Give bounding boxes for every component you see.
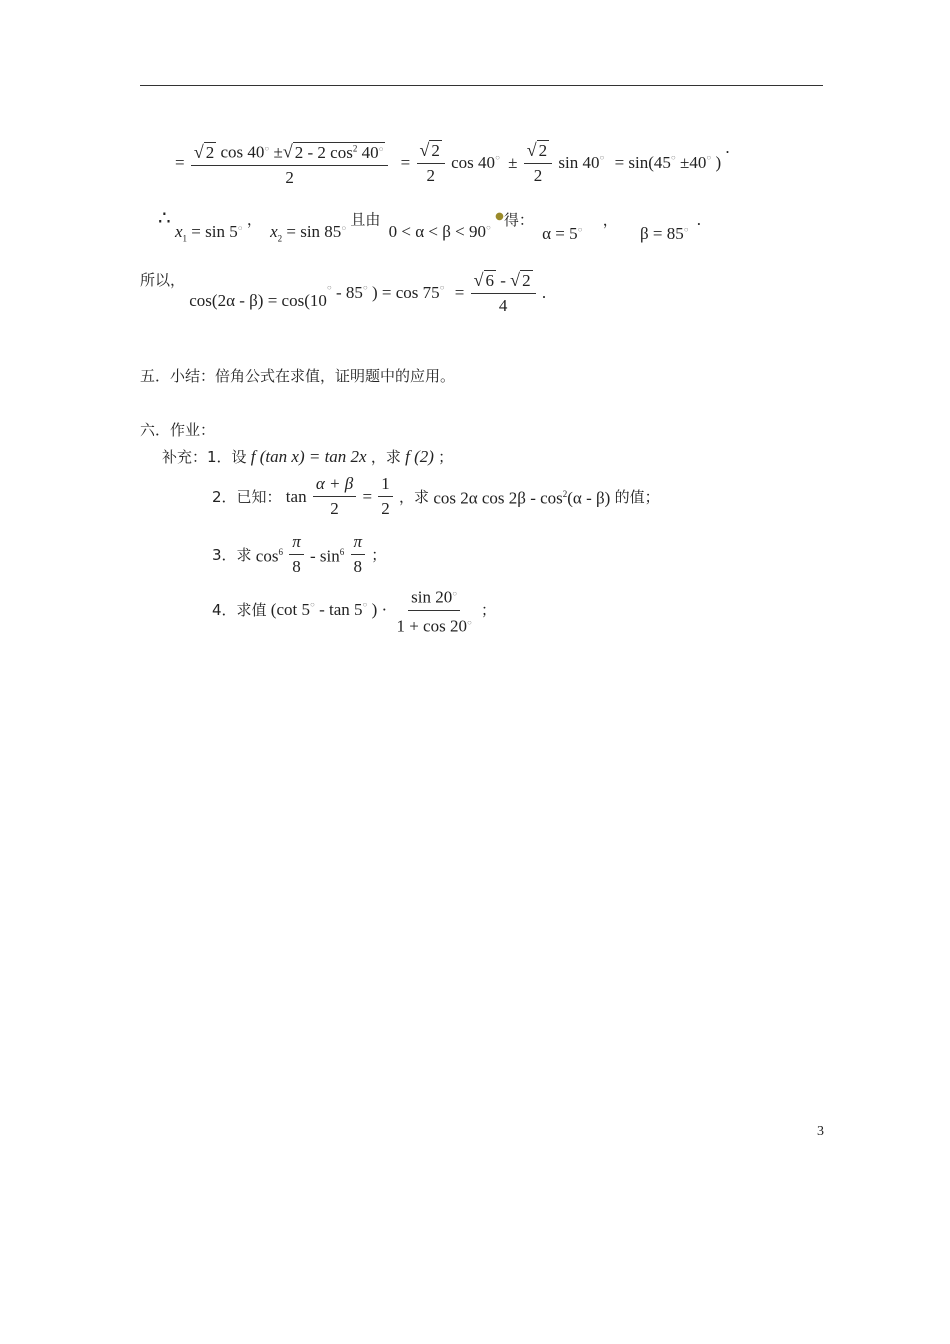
fraction-alpha-beta: $\frac{\alpha + \beta}{2}$ — [313, 474, 356, 519]
fraction-2: $\frac{√ 2}{2}$ — [417, 140, 445, 186]
equals-sign: = — [175, 152, 185, 172]
sqrt-2: √ 2 — [193, 141, 215, 162]
fraction-result: $\frac{√ 6 - √ 2}{4}$ — [471, 270, 536, 316]
homework-item-1: 补充：1．设 f (tan x) = tan 2x ，求 f (2) ； — [162, 447, 454, 466]
equation-line-2: ∴ $x_1 = \sin 5^○$ ， $x_2 = \sin 85^○$ 且由 0 < α < β < 90○ ●得： α = 5○ ， β = 85○ . — [158, 207, 702, 244]
fraction-1-numerator: √ 2 cos 40○ ±√ 2 - 2 $\cos^2 40^○$ — [191, 138, 389, 166]
homework-item-2: 2．已知： tan $\frac{\alpha + \beta}{2}$ = $\frac{1}{2}$ ，求 cos 2α $\cos 2\beta - \cos^2(\alpha - \beta)$ 的值； — [212, 474, 660, 518]
fraction-half: $\frac{1}{2}$ — [378, 474, 393, 519]
section-5-summary: 五．小结：倍角公式在求值，证明题中的应用。 — [140, 367, 456, 385]
header-rule — [140, 85, 823, 86]
fraction-3: $\frac{√ 2}{2}$ — [524, 140, 552, 186]
section-6-homework: 六．作业： — [140, 421, 216, 439]
sqrt-expr: √ 2 - 2 $\cos^2 40^○$ — [282, 141, 384, 162]
equation-line-3: 所以， cos(2α - β) = cos(10○ - 85○ ) = cos 75○ = $\frac{√ 6 - √ 2}{4}$ . — [140, 270, 547, 315]
therefore-symbol: ∴ — [158, 207, 171, 230]
fraction-pi-8-a: $\frac{\pi}{8}$ — [289, 532, 304, 577]
fraction-1-denominator: 2 — [285, 167, 294, 187]
page-number: 3 — [817, 1124, 824, 1139]
equation-line-1: = $\frac{√ 2 \cos 40^○ \pm√ 2 - 2 \cos^2 40^○}{2}$ = $\frac{√ 2}{2}$ cos 40○ ± $\frac{√ 2}{2}$ sin 40○ = sin(45○ ±40○ ) . — [175, 138, 730, 187]
fraction-1 — [191, 138, 389, 188]
homework-item-3: 3．求 $\cos^6$ $\frac{\pi}{8}$ - $\sin^6$ $\frac{\pi}{8}$ ； — [212, 532, 387, 576]
fraction-pi-8-b: $\frac{\pi}{8}$ — [351, 532, 366, 577]
homework-item-4: 4．求值 (cot 5○ - tan 5○ ) · $\frac{\sin 20^○}{1 + \cos 20^○}$ ； — [212, 584, 496, 636]
fraction-sin-cos: $\frac{\sin 20^○}{1 + \cos 20^○}$ — [393, 584, 474, 636]
